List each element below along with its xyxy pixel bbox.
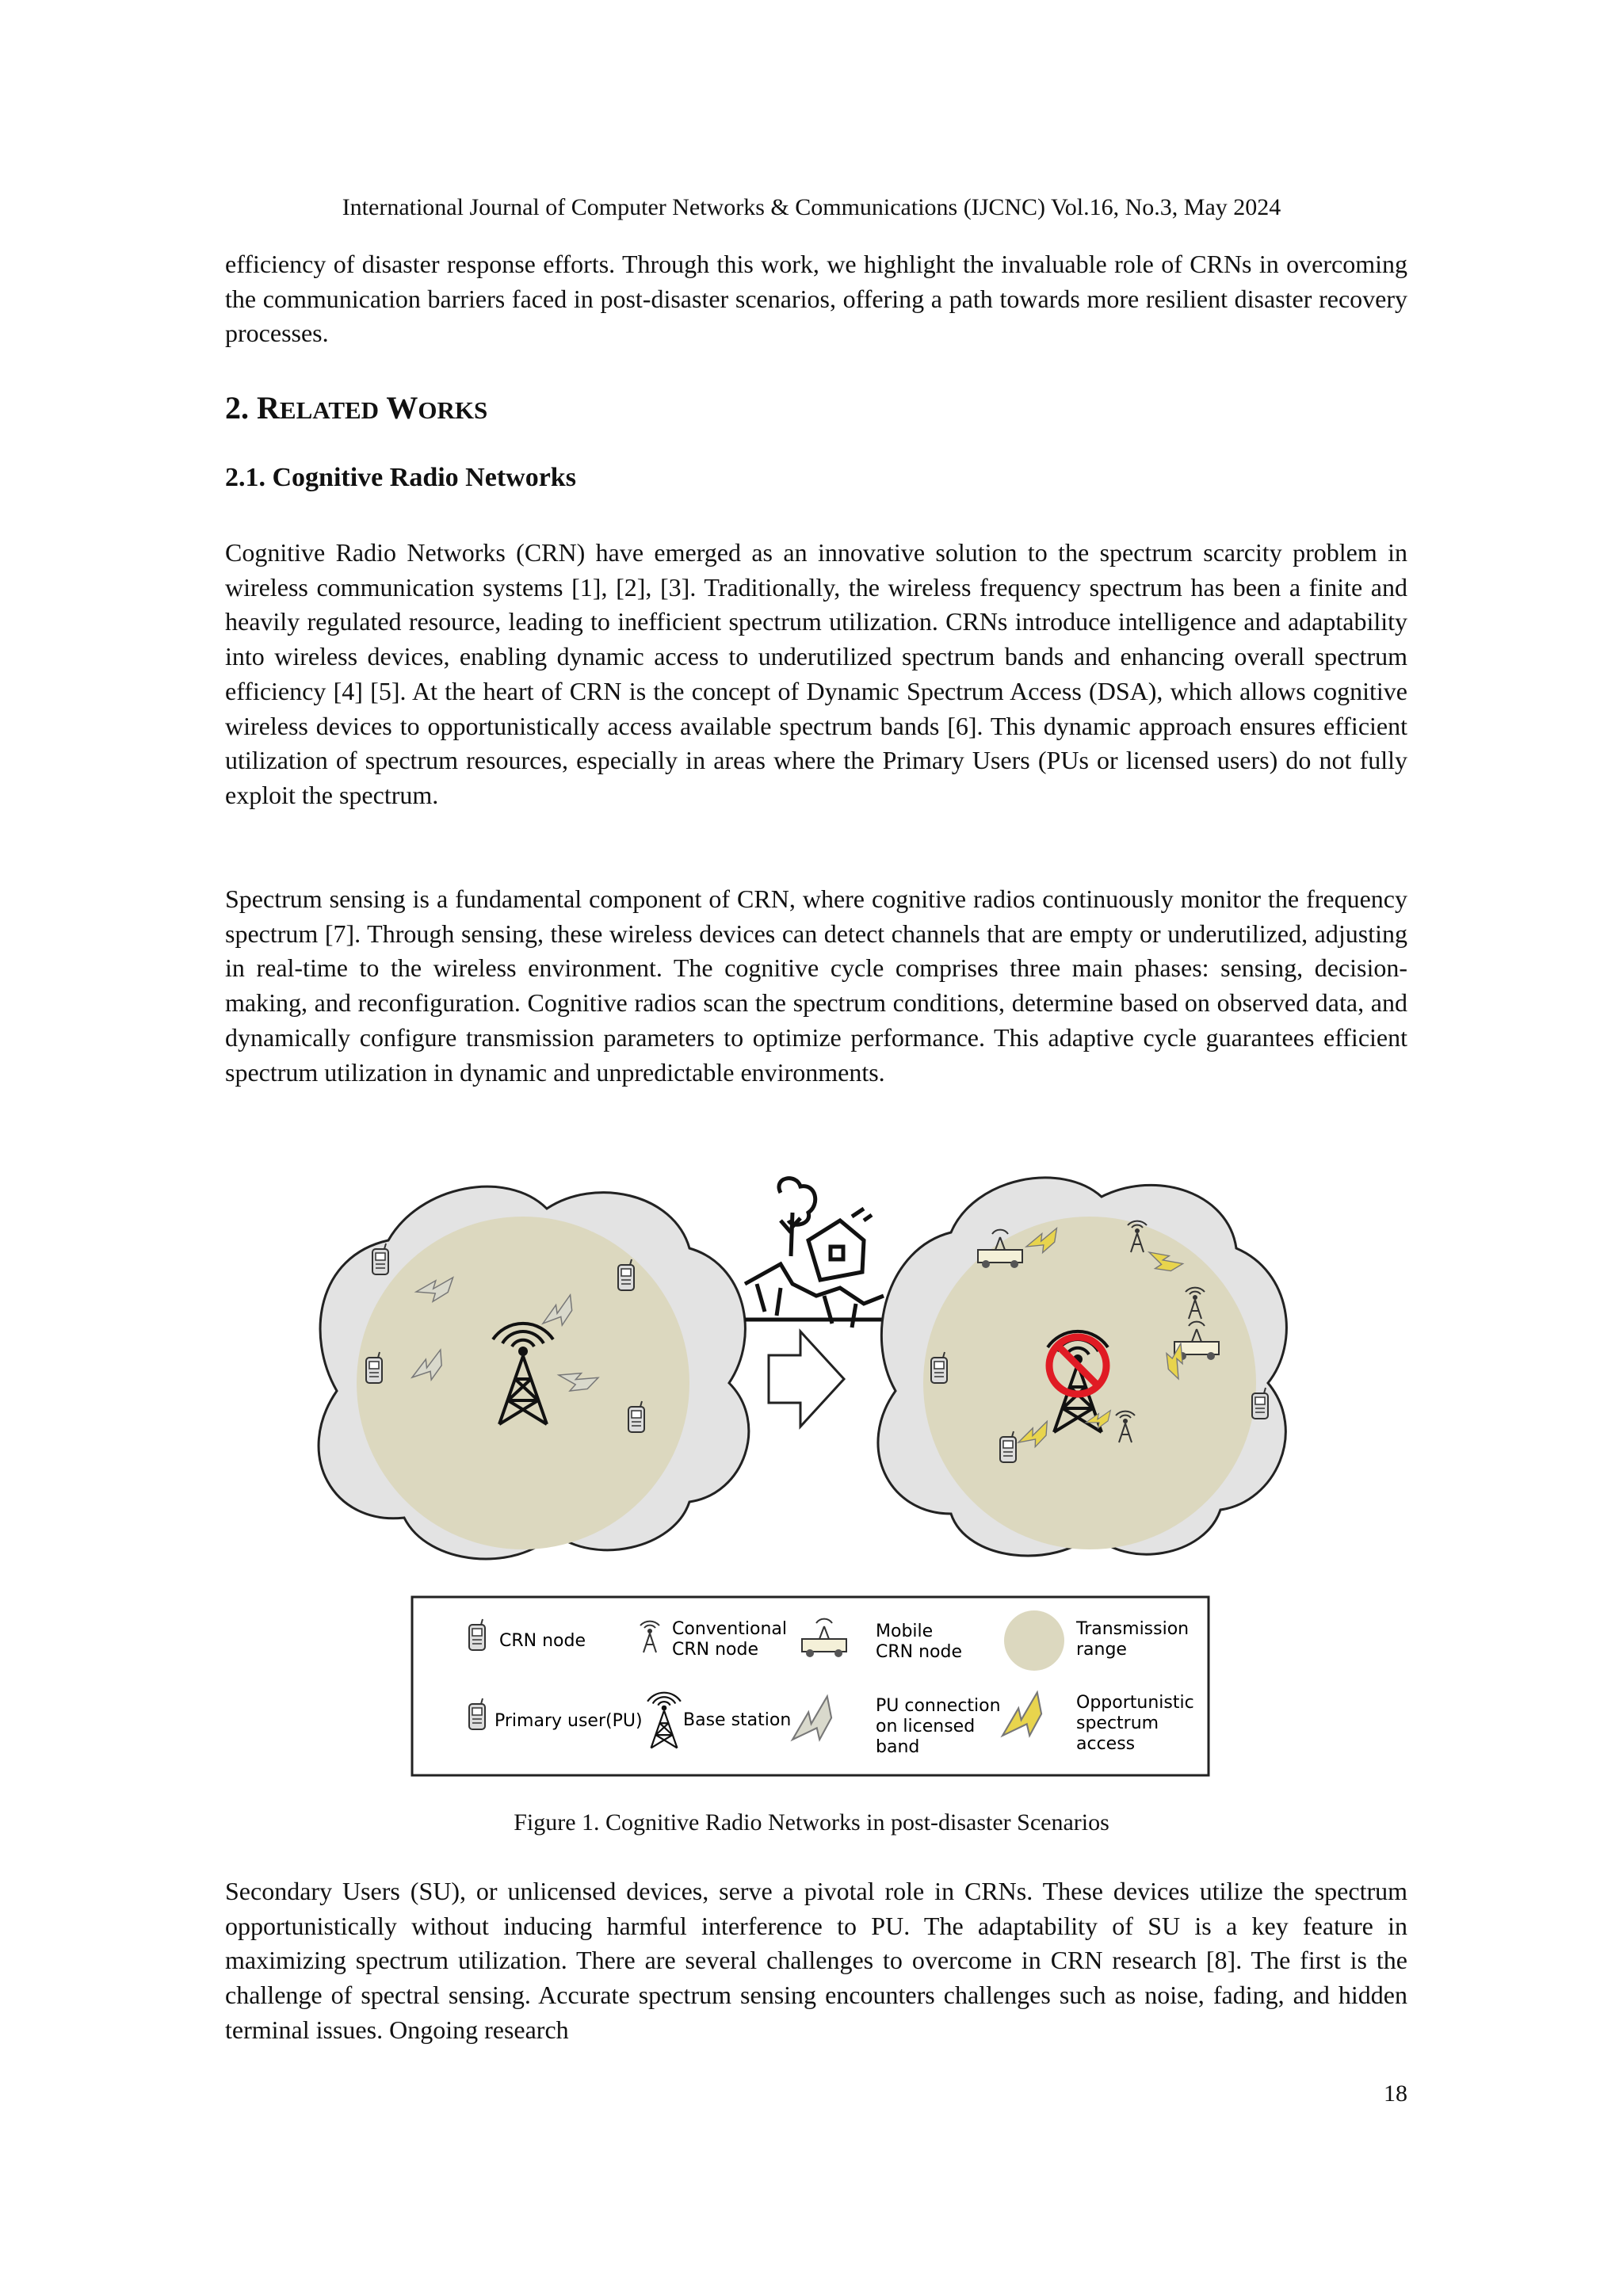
intro-paragraph: efficiency of disaster response efforts. Through this work, we highlight the invaluable role of CRNs in overcoming the communication barriers faced in post-disaster scenarios, offering a path towards more resilient disaster recovery processes. bbox=[225, 250, 1407, 348]
legend-opportunistic-1: Opportunistic bbox=[1076, 1693, 1194, 1713]
section-title-r: R bbox=[257, 390, 280, 426]
legend-base-station: Base station bbox=[683, 1710, 792, 1730]
legend-mobile-1: Mobile bbox=[876, 1622, 934, 1641]
section-title-w: W bbox=[379, 390, 418, 426]
legend-conventional-1: Conventional bbox=[672, 1619, 787, 1639]
legend-pu-connection-3: band bbox=[876, 1737, 920, 1757]
running-header: International Journal of Computer Networks & Communications (IJCNC) Vol.16, No.3, May 2024 bbox=[342, 194, 1281, 220]
arrow-icon bbox=[769, 1331, 844, 1427]
legend-primary-user: Primary user(PU) bbox=[495, 1711, 643, 1731]
legend-opportunistic-2: spectrum bbox=[1076, 1713, 1159, 1733]
paragraph-secondary-users: Secondary Users (SU), or unlicensed devices, serve a pivotal role in CRNs. These devices utilize the spectrum opportunistically without inducing harmful interference to PU. The adaptability of SU is a key feature in maximizing spectrum utilization. There are several challenges to overcome in CRN research [8]. The first is the challenge of spectral sensing. Accurate spectrum sensing encounters challenges such as noise, fading, and hidden terminal issues. Ongoing research bbox=[225, 1877, 1407, 2044]
section-number: 2. bbox=[225, 390, 257, 426]
subsection-heading: 2.1. Cognitive Radio Networks bbox=[225, 463, 576, 492]
section-title-w-rest: ORKS bbox=[418, 396, 488, 424]
cloud-left bbox=[319, 1186, 749, 1559]
legend-opportunistic-3: access bbox=[1076, 1734, 1136, 1754]
legend-pu-connection-1: PU connection bbox=[876, 1696, 1001, 1716]
legend-mobile-2: CRN node bbox=[876, 1642, 963, 1662]
section-title-r-rest: ELATED bbox=[279, 396, 380, 424]
legend-transmission-2: range bbox=[1076, 1640, 1127, 1660]
disaster-icon bbox=[745, 1179, 884, 1328]
legend-transmission-1: Transmission bbox=[1076, 1619, 1190, 1639]
transmission-range-right bbox=[923, 1217, 1256, 1549]
legend-pu-connection-2: on licensed bbox=[876, 1717, 976, 1736]
figure-legend bbox=[412, 1597, 1209, 1775]
figure-caption: Figure 1. Cognitive Radio Networks in post-disaster Scenarios bbox=[514, 1809, 1109, 1836]
legend-conventional-2: CRN node bbox=[672, 1640, 759, 1660]
paragraph-crn-intro: Cognitive Radio Networks (CRN) have emerged as an innovative solution to the spectrum scarcity problem in wireless communication systems [1], [2], [3]. Traditionally, the wireless frequency spectrum has been a finite and heavily regulated resource, leading to inefficient spectrum utilization. CRNs introduce intelligence and adaptability into wireless devices, enabling dynamic access to underutilized spectrum bands and enhancing overall spectrum efficiency [4] [5]. At the heart of CRN is the concept of Dynamic Spectrum Access (DSA), which allows cognitive wireless devices to opportunistically access available spectrum bands [6]. This dynamic approach ensures efficient utilization of spectrum resources, especially in areas where the Primary Users (PUs or licensed users) do not fully exploit the spectrum. bbox=[225, 538, 1407, 809]
page-number: 18 bbox=[1384, 2080, 1407, 2107]
transmission-range-legend-icon bbox=[1004, 1610, 1064, 1671]
legend-crn-node: CRN node bbox=[499, 1631, 586, 1651]
section-heading bbox=[225, 389, 487, 426]
paragraph-spectrum-sensing: Spectrum sensing is a fundamental component of CRN, where cognitive radios continuously monitor the frequency spectrum [7]. Through sensing, these wireless devices can detect channels that are empty or underutilized, adjusting in real-time to the wireless environment. The cognitive cycle comprises three main phases: sensing, decision-making, and reconfiguration. Cognitive radios scan the spectrum conditions, determine based on observed data, and dynamically configure transmission parameters to optimize performance. This adaptive cycle guarantees efficient spectrum utilization in dynamic and unpredictable environments. bbox=[225, 884, 1407, 1087]
transmission-range-left bbox=[357, 1217, 689, 1549]
cloud-right bbox=[878, 1178, 1286, 1556]
figure-1 bbox=[262, 1153, 1308, 1787]
